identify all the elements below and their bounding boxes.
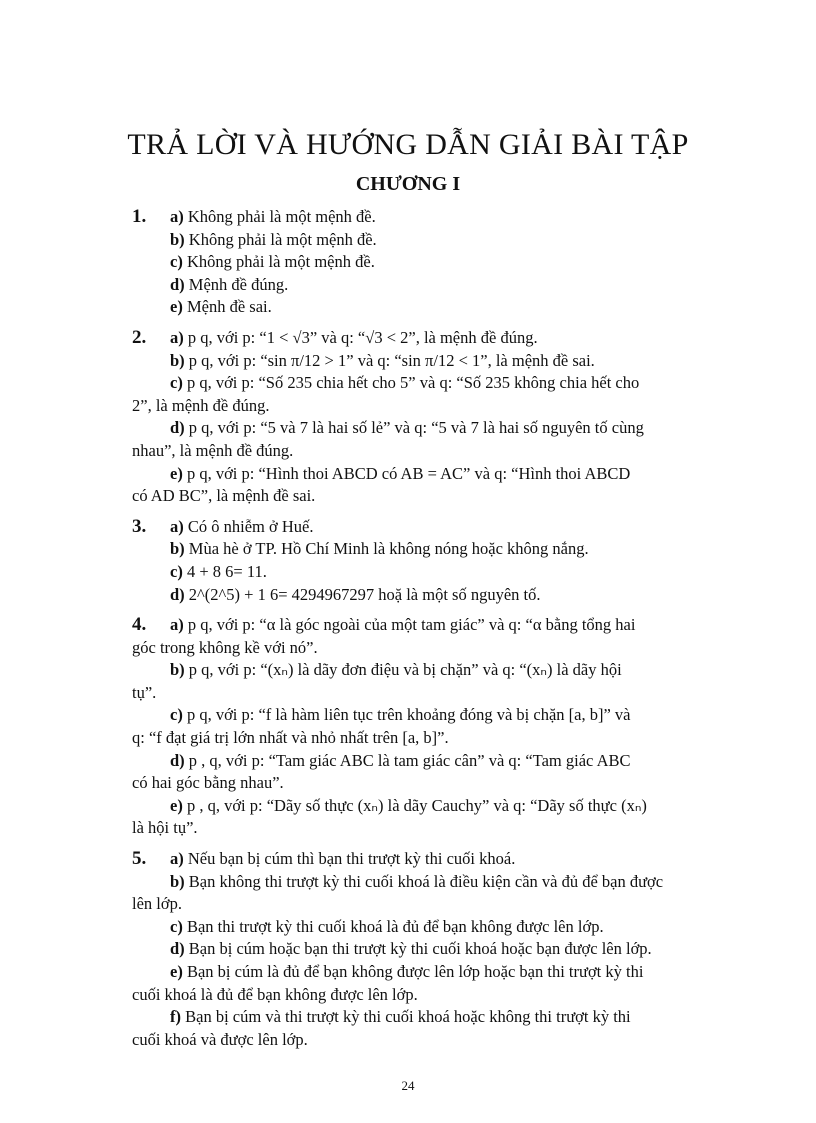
- answer-line: [132, 251, 738, 274]
- item-label: b): [170, 229, 185, 249]
- item-label: a): [170, 849, 184, 869]
- item-label: d): [170, 584, 185, 604]
- item-text: p q, với p: “Số 235 chia hết cho 5” và q: “Số 235 không chia hết cho: [186, 373, 640, 393]
- item-text: Bạn bị cúm là đủ để bạn không được lên lớp hoặc bạn thi trượt kỳ thi: [186, 962, 644, 981]
- item-text: p q, với p: “Hình thoi ABCD có AB = AC” và q: “Hình thoi ABCD: [186, 463, 631, 483]
- item-label: d): [170, 418, 185, 438]
- page-title: TRẢ LỜI VÀ HƯỚNG DẪN GIẢI BÀI TẬP: [127, 128, 689, 161]
- answer-continuation: là hội tụ”.: [132, 818, 198, 838]
- item-text: Không phải là một mệnh đề.: [187, 207, 376, 226]
- item-text: Không phải là một mệnh đề.: [186, 252, 375, 272]
- answer-line: [132, 938, 738, 961]
- item-text: Mệnh đề đúng.: [188, 274, 289, 294]
- item-text: p q, với p: “1 < √3” và q: “√3 < 2”, là mệnh đề đúng.: [187, 327, 538, 347]
- item-text: p , q, với p: “Dãy số thực (xₙ) là dãy Cauchy” và q: “Dãy số thực (xₙ): [186, 795, 647, 815]
- item-text: Bạn bị cúm hoặc bạn thi trượt kỳ thi cuối khoá hoặc bạn được lên lớp.: [188, 939, 652, 959]
- answer-line: [132, 463, 738, 486]
- answer-line: [132, 848, 738, 871]
- answer-line: [132, 229, 738, 252]
- problem-block: [132, 516, 738, 606]
- item-label: c): [170, 252, 183, 272]
- item-label: c): [170, 705, 183, 725]
- problem-block: [132, 206, 738, 319]
- answer-line: [132, 417, 738, 440]
- item-text: Bạn thi trượt kỳ thi cuối khoá là đủ để bạn không được lên lớp.: [186, 916, 604, 936]
- item-text: Không phải là một mệnh đề.: [188, 229, 377, 249]
- answer-line: [132, 296, 738, 319]
- item-label: a): [170, 615, 184, 635]
- item-text: Có ô nhiễm ở Huế.: [187, 516, 314, 536]
- problem-number: 5.: [132, 848, 147, 870]
- answer-continuation: tụ”.: [132, 682, 157, 702]
- item-label: e): [170, 297, 183, 317]
- answer-line: [132, 274, 738, 297]
- item-text: Bạn bị cúm và thi trượt kỳ thi cuối khoá hoặc không thi trượt kỳ thi: [185, 1007, 631, 1027]
- answer-continuation: có AD BC”, là mệnh đề sai.: [132, 486, 316, 506]
- item-label: a): [170, 327, 184, 347]
- answer-line: [132, 614, 738, 637]
- item-label: d): [170, 750, 185, 770]
- item-label: b): [170, 539, 185, 559]
- problem-number: 2.: [132, 326, 147, 348]
- problem-number: 3.: [132, 515, 147, 537]
- answer-line: [132, 350, 738, 373]
- item-label: d): [170, 274, 185, 294]
- problem-block: [132, 614, 738, 840]
- answer-line: [132, 1006, 738, 1029]
- answer-line: [132, 750, 738, 773]
- problem-number: 4.: [132, 614, 147, 636]
- item-label: c): [170, 561, 183, 581]
- answer-continuation: 2”, là mệnh đề đúng.: [132, 395, 270, 415]
- item-text: Bạn không thi trượt kỳ thi cuối khoá là điều kiện cần và đủ để bạn được: [188, 871, 664, 891]
- item-text: p q, với p: “5 và 7 là hai số lẻ” và q: “5 và 7 là hai số nguyên tố cùng: [188, 418, 644, 438]
- item-label: b): [170, 871, 185, 891]
- answer-continuation: nhau”, là mệnh đề đúng.: [132, 440, 294, 460]
- page-number: 24: [401, 1078, 415, 1093]
- item-text: p q, với p: “sin π/12 > 1” và q: “sin π/12 < 1”, là mệnh đề sai.: [188, 350, 595, 370]
- answer-line: [132, 561, 738, 584]
- answer-continuation: góc trong không kề với nó”.: [132, 637, 318, 657]
- item-label: c): [170, 916, 183, 936]
- item-text: p q, với p: “(xₙ) là dãy đơn điệu và bị chặn” và q: “(xₙ) là dãy hội: [188, 660, 622, 680]
- answer-continuation: có hai góc bằng nhau”.: [132, 773, 284, 793]
- problem-block: [132, 848, 738, 1051]
- answer-line: [132, 916, 738, 939]
- item-text: Mùa hè ở TP. Hồ Chí Minh là không nóng hoặc không nắng.: [188, 539, 589, 559]
- problem-number: 1.: [132, 206, 147, 227]
- answer-line: [132, 584, 738, 607]
- item-label: b): [170, 660, 185, 680]
- problem-block: [132, 327, 738, 508]
- item-label: e): [170, 463, 183, 483]
- answer-continuation: cuối khoá là đủ để bạn không được lên lớp.: [132, 984, 418, 1004]
- answer-line: [132, 538, 738, 561]
- answer-line: [132, 659, 738, 682]
- item-text: Nếu bạn bị cúm thì bạn thi trượt kỳ thi cuối khoá.: [187, 849, 516, 869]
- answer-line: [132, 961, 738, 984]
- answer-continuation: q: “f đạt giá trị lớn nhất và nhỏ nhất trên [a, b]”.: [132, 728, 449, 748]
- item-label: a): [170, 207, 184, 226]
- item-text: p q, với p: “α là góc ngoài của một tam giác” và q: “α bằng tổng hai: [187, 615, 636, 635]
- answer-line: [132, 795, 738, 818]
- answer-line: [132, 516, 738, 539]
- item-text: p q, với p: “f là hàm liên tục trên khoảng đóng và bị chặn [a, b]” và: [186, 705, 631, 725]
- answer-continuation: cuối khoá và được lên lớp.: [132, 1029, 308, 1049]
- answers-content: [132, 206, 738, 1059]
- answer-line: [132, 704, 738, 727]
- item-text: p , q, với p: “Tam giác ABC là tam giác cân” và q: “Tam giác ABC: [188, 750, 631, 770]
- chapter-heading: CHƯƠNG I: [355, 173, 461, 195]
- item-label: e): [170, 795, 183, 815]
- item-text: Mệnh đề sai.: [186, 297, 272, 317]
- answer-line: [132, 206, 738, 229]
- item-label: c): [170, 373, 183, 393]
- answer-line: [132, 372, 738, 395]
- answer-line: [132, 871, 738, 894]
- item-label: b): [170, 350, 185, 370]
- answer-continuation: lên lớp.: [132, 894, 182, 914]
- item-label: f): [170, 1007, 181, 1027]
- item-text: 2^(2^5) + 1 6= 4294967297 hoặ là một số nguyên tố.: [188, 584, 541, 604]
- item-text: 4 + 8 6= 11.: [186, 561, 267, 581]
- item-label: e): [170, 962, 183, 981]
- item-label: d): [170, 939, 185, 959]
- item-label: a): [170, 516, 184, 536]
- answer-line: [132, 327, 738, 350]
